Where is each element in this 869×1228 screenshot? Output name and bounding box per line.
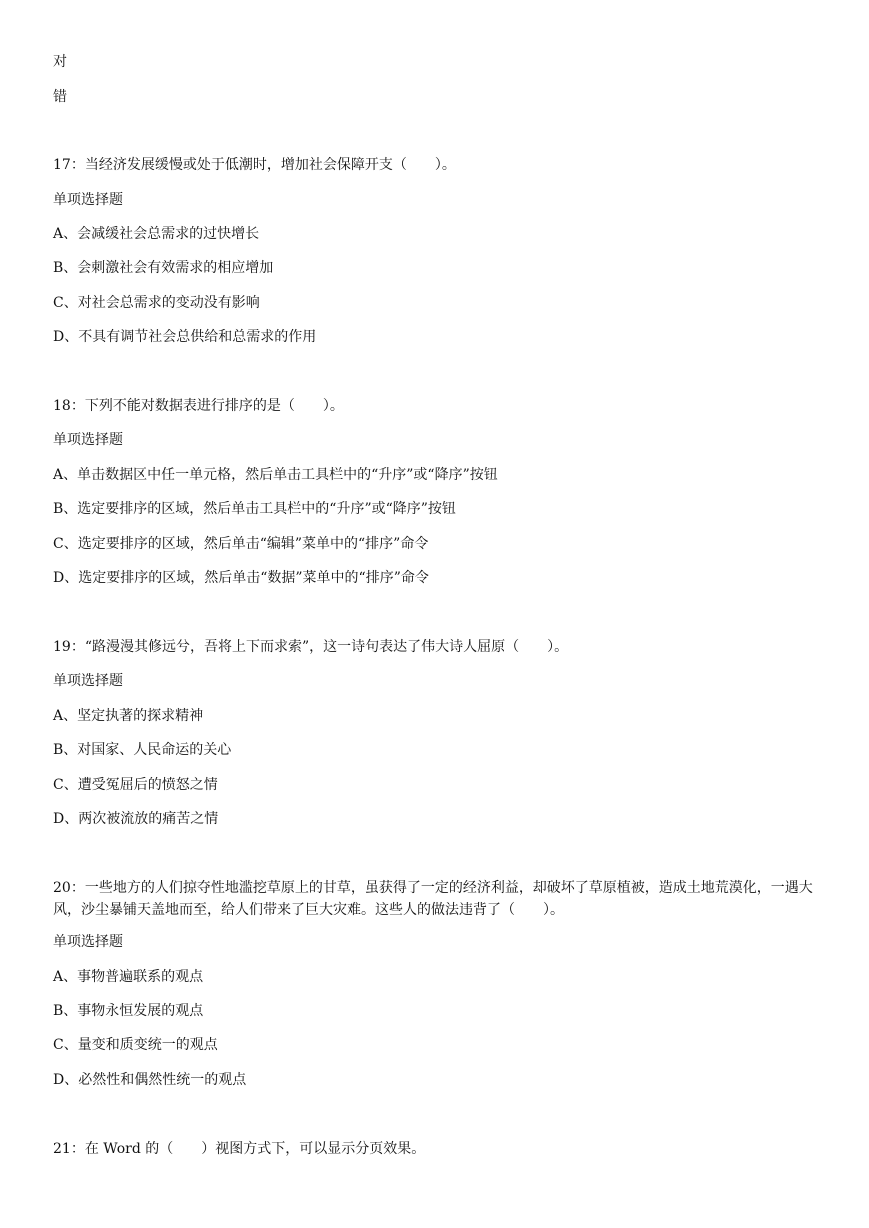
- question-17-option-d: D、不具有调节社会总供给和总需求的作用: [53, 329, 317, 345]
- question-18-option-b: B、选定要排序的区域，然后单击工具栏中的“升序”或“降序”按钮: [53, 501, 456, 517]
- question-19-text: 19：“路漫漫其修远兮，吾将上下而求索”，这一诗句表达了伟大诗人屈原（ ）。: [53, 639, 569, 655]
- question-18-type: 单项选择题: [53, 432, 123, 448]
- question-19-option-c: C、遭受冤屈后的愤怒之情: [53, 777, 218, 793]
- question-18-option-c: C、选定要排序的区域，然后单击“编辑”菜单中的“排序”命令: [53, 536, 429, 552]
- question-17-type: 单项选择题: [53, 192, 123, 208]
- question-17-option-a: A、会减缓社会总需求的过快增长: [53, 226, 260, 242]
- question-19-type: 单项选择题: [53, 673, 123, 689]
- question-17-option-c: C、对社会总需求的变动没有影响: [53, 295, 260, 311]
- question-19-option-a: A、坚定执著的探求精神: [53, 708, 204, 724]
- question-19-option-b: B、对国家、人民命运的关心: [53, 742, 232, 758]
- question-20-type: 单项选择题: [53, 934, 123, 950]
- question-19-option-d: D、两次被流放的痛苦之情: [53, 811, 219, 827]
- question-20-option-b: B、事物永恒发展的观点: [53, 1003, 204, 1019]
- question-20-text: 20：一些地方的人们掠夺性地滥挖草原上的甘草，虽获得了一定的经济利益，却破坏了草原植被，造成土地荒漠化，一遇大风，沙尘暴铺天盖地而至，给人们带来了巨大灾难。这些人的做法违背了（ ）。: [53, 880, 813, 918]
- question-18-option-a: A、单击数据区中任一单元格，然后单击工具栏中的“升序”或“降序”按钮: [53, 467, 498, 483]
- question-21-text: 21：在 Word 的（ ）视图方式下，可以显示分页效果。: [53, 1141, 426, 1157]
- question-20-option-c: C、量变和质变统一的观点: [53, 1037, 218, 1053]
- question-20-option-a: A、事物普遍联系的观点: [53, 969, 204, 985]
- question-20-option-d: D、必然性和偶然性统一的观点: [53, 1072, 247, 1088]
- question-18-option-d: D、选定要排序的区域，然后单击“数据”菜单中的“排序”命令: [53, 570, 429, 586]
- question-18-text: 18：下列不能对数据表进行排序的是（ ）。: [53, 398, 344, 414]
- prev-option-true: 对: [53, 54, 67, 70]
- prev-option-false: 错: [53, 89, 67, 105]
- question-17-option-b: B、会刺激社会有效需求的相应增加: [53, 260, 274, 276]
- question-17-text: 17：当经济发展缓慢或处于低潮时，增加社会保障开支（ ）。: [53, 157, 456, 173]
